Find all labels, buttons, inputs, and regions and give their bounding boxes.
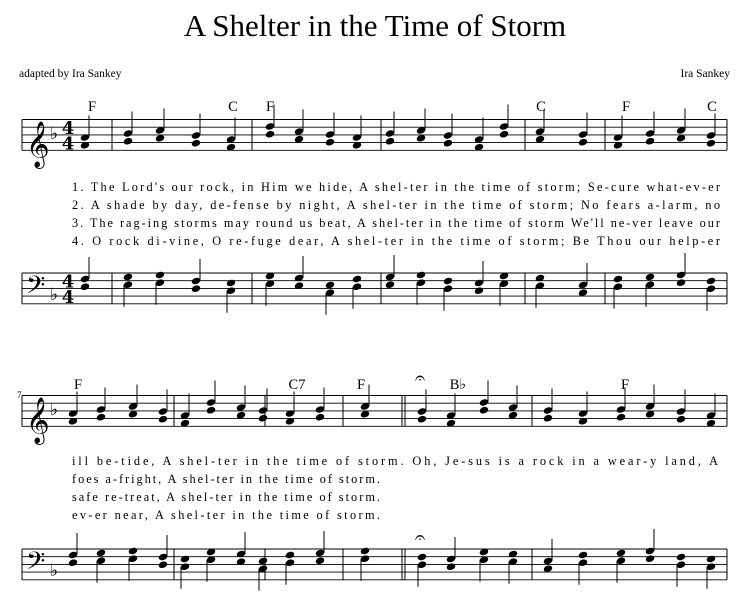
measure-number: 7 — [17, 390, 22, 400]
lyric-line-verse-3: 3. The rag-ing storms may round us beat, A shel-ter in the time of storm We'll ne-ver leave our — [72, 216, 720, 230]
bass-note-head — [645, 554, 655, 563]
bass-note-head — [446, 562, 456, 571]
chord-symbol: C — [228, 99, 238, 115]
lyric-line-verse-1: 1. The Lord's our rock, in Him we hide, A shel-ter in the time of storm; Se-cure what-ev-er — [72, 180, 721, 194]
time-signature-top: 4 — [61, 117, 75, 139]
treble-note-head — [96, 413, 106, 422]
treble-note-head — [352, 141, 362, 150]
chord-symbol: F — [265, 99, 275, 115]
bass-note-head — [158, 560, 168, 569]
bass-note-head — [80, 282, 90, 291]
time-signature-bottom: 4 — [61, 133, 75, 155]
key-flat-bass: ♭ — [50, 285, 59, 306]
treble-note-head — [706, 139, 716, 148]
bass-note-head — [226, 279, 236, 288]
chord-symbol: C — [707, 99, 717, 115]
treble-clef — [26, 397, 50, 445]
chord-symbol: B♭ — [449, 377, 467, 393]
key-flat-bass: ♭ — [50, 561, 59, 582]
treble-note-head — [315, 413, 325, 422]
treble-note-head — [206, 406, 216, 415]
bass-clef: 𝄢 — [26, 271, 46, 307]
time-signature-bottom: 4 — [61, 286, 75, 308]
bass-note-head — [474, 286, 484, 295]
treble-note-head — [80, 141, 90, 150]
bass-note-head — [285, 551, 295, 560]
treble-note-head — [417, 415, 427, 424]
lyric-line-verse-2: foes a-fright, A shel-ter in the time of storm. — [72, 472, 381, 486]
lyric-line-verse-3: safe re-treat, A shel-ter in the time of storm. — [72, 490, 381, 504]
treble-clef: 𝄞 — [26, 121, 50, 168]
treble-note-head — [191, 139, 201, 148]
bass-note-head — [676, 278, 686, 287]
bass-note-head — [616, 549, 626, 558]
bass-note-head — [352, 275, 362, 284]
treble-note-head — [676, 415, 686, 424]
treble-note-head — [443, 139, 453, 148]
treble-note-head — [285, 417, 295, 426]
bass-note-head — [706, 555, 716, 564]
treble-note-head — [123, 137, 133, 146]
chord-symbol: F — [620, 377, 630, 393]
chord-symbol: F — [73, 377, 83, 393]
bass-clef: 𝄢 — [26, 547, 46, 583]
treble-note-head — [68, 417, 78, 426]
fermata: 𝄐 — [415, 367, 426, 389]
bass-note-head — [385, 280, 395, 289]
treble-note-head — [325, 138, 335, 147]
treble-note-head — [158, 415, 168, 424]
bass-note-head — [417, 553, 427, 562]
treble-note-head — [578, 138, 588, 147]
lyric-line-verse-4: 4. O rock di-vine, O re-fuge dear, A shel-ter in the time of storm; Be Thou our help-er — [72, 234, 721, 248]
treble-note-head — [499, 130, 509, 139]
bass-note-head — [123, 273, 133, 282]
lyric-line-verse-2: 2. A shade by day, de-fense by night, A shel-ter in the time of storm; No fears a-larm, no — [72, 198, 720, 212]
treble-note-head — [645, 137, 655, 146]
treble-note-head — [479, 406, 489, 415]
bass-clef — [26, 271, 45, 306]
chord-symbol: F — [87, 99, 97, 115]
chord-symbol: F — [356, 377, 366, 393]
arranger-credit: adapted by Ira Sankey — [19, 68, 122, 80]
bass-note-head — [96, 549, 106, 558]
treble-note-head — [258, 414, 268, 423]
treble-note-head — [385, 137, 395, 146]
treble-clef: 𝄞 — [26, 397, 50, 444]
chord-symbol: C — [536, 99, 546, 115]
bass-note-head — [706, 277, 716, 286]
bass-note-head — [578, 551, 588, 560]
treble-clef — [26, 121, 50, 169]
bass-note-head — [645, 273, 655, 282]
key-flat-treble: ♭ — [50, 399, 59, 420]
bass-note-head — [68, 558, 78, 567]
bass-note-head — [443, 277, 453, 286]
bass-note-head — [191, 284, 201, 293]
bass-clef — [26, 547, 45, 582]
composer-credit: Ira Sankey — [680, 68, 730, 80]
chord-symbol: C7 — [288, 377, 306, 393]
lyric-line-verse-4: ev-er near, A shel-ter in the time of storm. — [72, 508, 380, 522]
bass-note-head — [155, 271, 165, 280]
treble-note-head — [543, 414, 553, 423]
bass-note-head — [128, 547, 138, 556]
treble-note-head — [616, 413, 626, 422]
bass-note-head — [613, 275, 623, 284]
song-title: A Shelter in the Time of Storm — [183, 8, 567, 43]
treble-note-head — [613, 141, 623, 150]
bass-note-head — [360, 547, 370, 556]
bass-note-head — [315, 556, 325, 565]
bass-note-head — [676, 553, 686, 562]
fermata: 𝄐 — [415, 527, 426, 548]
key-flat-treble: ♭ — [50, 123, 59, 144]
treble-note-head — [265, 130, 275, 139]
chord-symbol: F — [621, 99, 631, 115]
bass-note-head — [180, 555, 190, 564]
bass-note-head — [416, 271, 426, 280]
time-signature-top: 4 — [61, 271, 75, 293]
lyric-line-verse-1: ill be-tide, A shel-ter in the time of storm. Oh, Je-sus is a rock in a wear-y land, A — [72, 454, 719, 468]
treble-note-head — [578, 417, 588, 426]
